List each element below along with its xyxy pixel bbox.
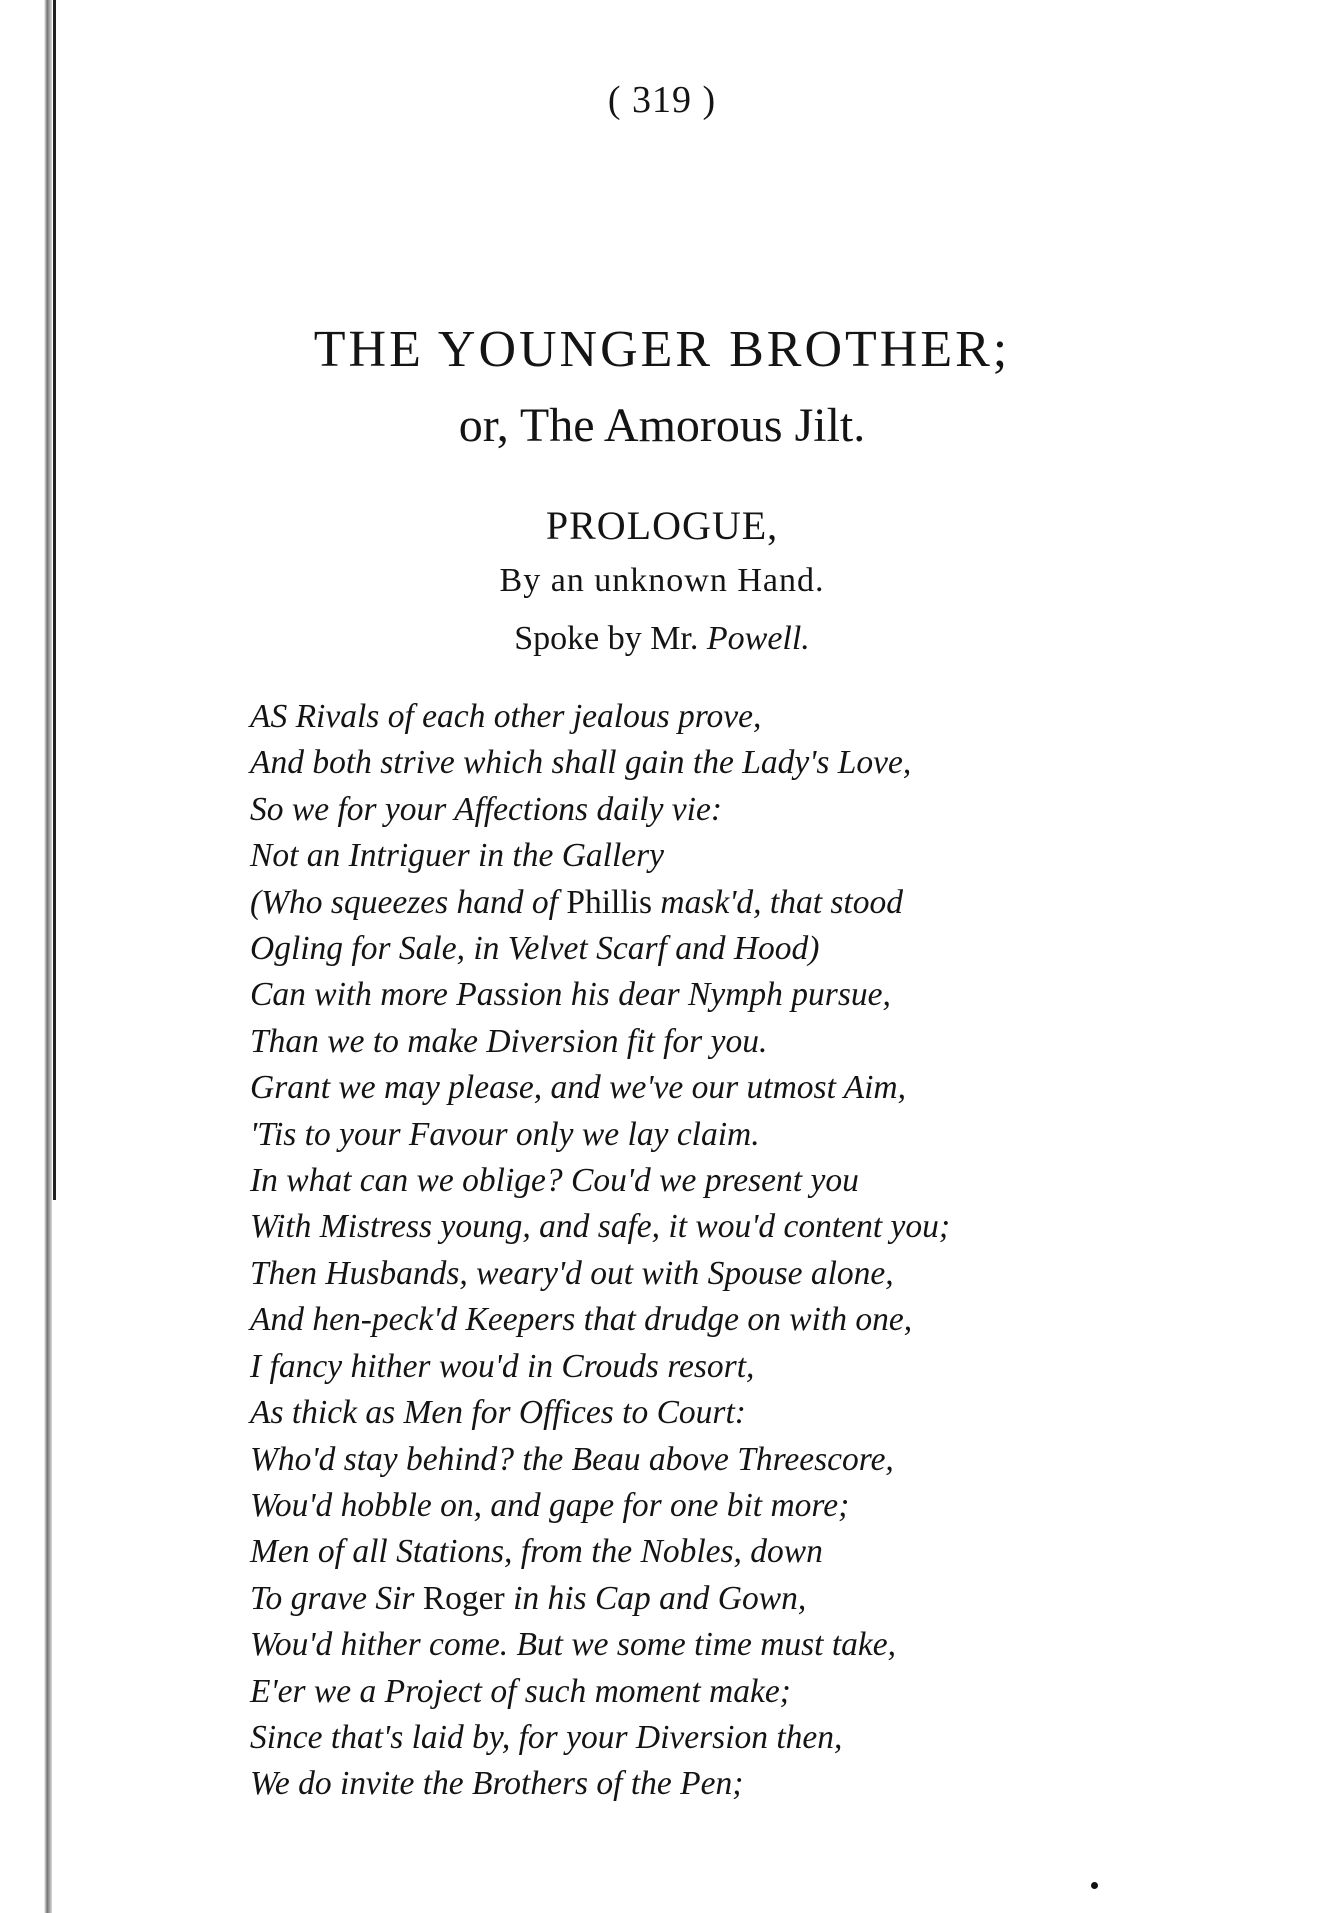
verse-line: 'Tis to your Favour only we lay claim. <box>250 1115 760 1153</box>
verse-fragment: To grave Sir <box>250 1579 423 1617</box>
stray-ink-dot <box>1091 1882 1098 1889</box>
verse-line: As thick as Men for Offices to Court: <box>250 1394 746 1432</box>
verse-fragment: (Who squeezes hand of <box>250 883 567 921</box>
prologue-byline: By an unknown Hand. <box>499 562 825 599</box>
verse-line: Grant we may please, and we've our utmost Aim, <box>250 1069 906 1107</box>
verse-line: Ogling for Sale, in Velvet Scarf and Hood) <box>250 930 820 968</box>
verse-line: Who'd stay behind? the Beau above Threescore, <box>250 1440 894 1478</box>
verse-line: In what can we oblige? Cou'd we present you <box>250 1162 859 1200</box>
binding-gutter-shadow <box>44 0 52 1913</box>
verse-line: Wou'd hither come. But we some time must take, <box>250 1626 897 1664</box>
verse-line: Since that's laid by, for your Diversion then, <box>250 1718 843 1756</box>
verse-line: Then Husbands, weary'd out with Spouse alone, <box>250 1254 894 1292</box>
verse-line <box>250 1576 1250 1622</box>
page-number: ( 319 ) <box>607 79 717 121</box>
play-subtitle: or, The Amorous Jilt. <box>458 399 866 452</box>
speaker-prefix: Spoke by Mr. <box>514 620 707 657</box>
verse-line <box>250 880 1250 926</box>
verse-name-phillis: Phillis <box>566 883 652 921</box>
verse-line: Wou'd hobble on, and gape for one bit more; <box>250 1486 850 1524</box>
prologue-heading: PROLOGUE, <box>545 503 779 548</box>
verse-line: I fancy hither wou'd in Crouds resort, <box>250 1347 755 1385</box>
prologue-verse <box>250 694 1250 1808</box>
verse-name-roger: Roger <box>422 1579 505 1617</box>
verse-line: So we for your Affections daily vie: <box>250 790 723 828</box>
binding-gutter-edge <box>53 0 56 1200</box>
play-title: THE YOUNGER BROTHER; <box>313 321 1011 378</box>
verse-line: Not an Intriguer in the Gallery <box>250 837 665 875</box>
verse-fragment: mask'd, that stood <box>652 883 903 921</box>
prologue-speaker <box>0 620 1324 658</box>
verse-line: AS Rivals of each other jealous prove, <box>250 698 762 735</box>
verse-line: With Mistress young, and safe, it wou'd content you; <box>250 1208 951 1246</box>
verse-line: Men of all Stations, from the Nobles, down <box>250 1533 823 1571</box>
verse-line: E'er we a Project of such moment make; <box>250 1672 791 1710</box>
speaker-name: Powell. <box>706 620 810 657</box>
verse-line: Can with more Passion his dear Nymph pursue, <box>250 976 891 1014</box>
verse-line: We do invite the Brothers of the Pen; <box>250 1765 744 1803</box>
verse-line: Than we to make Diversion fit for you. <box>250 1022 768 1060</box>
verse-line: And both strive which shall gain the Lady's Love, <box>250 744 912 782</box>
verse-fragment: in his Cap and Gown, <box>504 1579 807 1617</box>
verse-line: And hen-peck'd Keepers that drudge on with one, <box>250 1301 913 1339</box>
